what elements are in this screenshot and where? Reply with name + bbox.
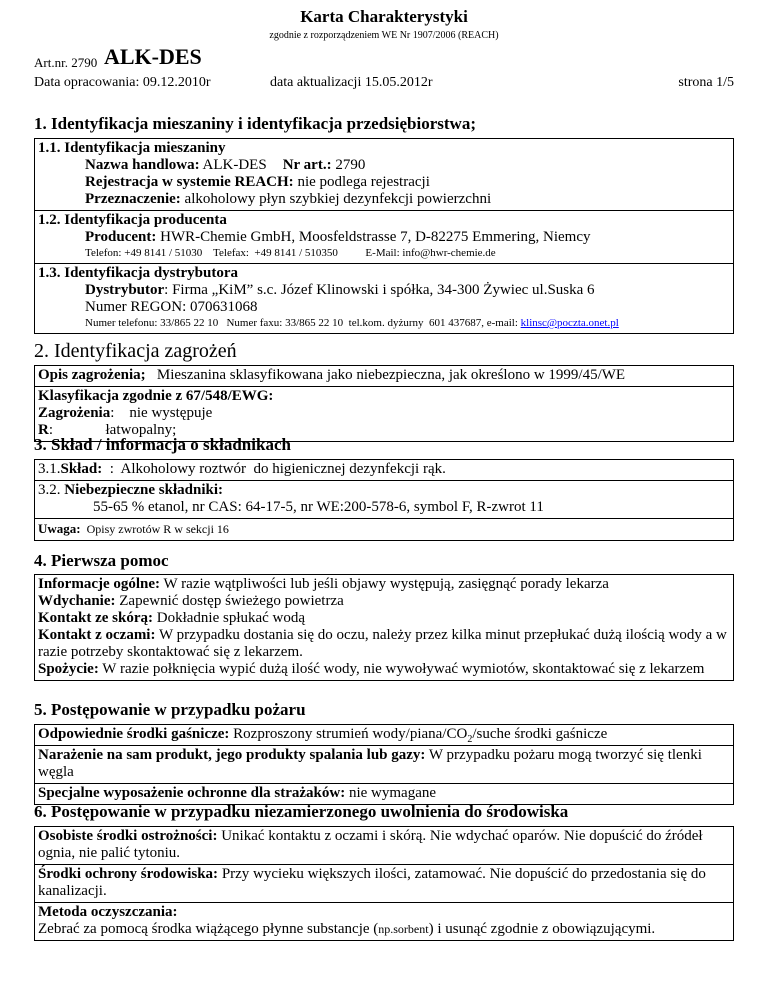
section-4-box: [34, 574, 734, 681]
note-value: Opisy zwrotów R w sekcji 16: [80, 522, 229, 536]
extinguishing-label: Odpowiednie środki gaśnicze:: [38, 726, 230, 742]
section-5-heading: 5. Postępowanie w przypadku pożaru: [34, 700, 306, 719]
document-subtitle: zgodnie z rozporządzeniem WE Nr 1907/2006 (REACH): [269, 30, 499, 41]
reach-value: nie podlega rejestracji: [293, 174, 430, 190]
hazard-description-value: Mieszanina sklasyfikowana jako niebezpieczna, jak określono w 1999/45/WE: [145, 367, 626, 383]
section-5-box: [34, 724, 734, 805]
personal-precautions-label: Osobiste środki ostrożności:: [38, 828, 218, 844]
composition-label: Skład:: [60, 461, 103, 477]
r-value: : łatwopalny;: [48, 422, 177, 438]
section-1-3-title: 1.3. Identyfikacja dystrybutora: [38, 265, 239, 281]
classification-row: [35, 387, 733, 441]
trade-name-value: ALK-DES: [199, 157, 267, 173]
protective-equipment-label: Specjalne wyposażenie ochronne dla strażaków:: [38, 785, 346, 801]
personal-precautions-row: [35, 827, 733, 865]
cleanup-method-value-b: ) i usunąć zgodnie z obowiązującymi.: [428, 921, 656, 937]
section-1-box: [34, 138, 734, 334]
skin-contact-value: Dokładnie spłukać wodą: [153, 610, 306, 626]
section-1-2-row: [35, 211, 733, 264]
section-6-box: [34, 826, 734, 941]
section-2-box: [34, 365, 734, 442]
cleanup-method-row: [35, 903, 733, 940]
personal-precautions-value: Unikać kontaktu z oczami i skórą. Nie wdychać oparów. Nie dopuścić do źródeł ognia, nie palić tytoniu.: [38, 828, 703, 861]
reach-label: Rejestracja w systemie REACH:: [85, 174, 294, 190]
section-3-box: [34, 459, 734, 541]
exposure-label: Narażenie na sam produkt, jego produkty spalania lub gazy:: [38, 747, 426, 763]
hazards-label: Zagrożenia: [38, 405, 111, 421]
inhalation-label: Wdychanie:: [38, 593, 116, 609]
protective-equipment-row: [35, 784, 733, 804]
document-title: Karta Charakterystyki: [300, 7, 468, 26]
date-updated: data aktualizacji 15.05.2012r: [270, 75, 433, 90]
hazard-description-row: [35, 366, 733, 387]
hazards-value: : nie występuje: [110, 405, 213, 421]
distributor-label: Dystrybutor: [85, 282, 165, 298]
eye-contact-label: Kontakt z oczami:: [38, 627, 156, 643]
dangerous-components-row: [35, 481, 733, 519]
section-2-heading: 2. Identyfikacja zagrożeń: [34, 340, 237, 362]
classification-label: Klasyfikacja zgodnie z 67/548/EWG:: [38, 388, 274, 404]
exposure-row: [35, 746, 733, 784]
art-nr-label: Nr art.:: [282, 157, 332, 173]
environment-protection-value: Przy wycieku większych ilości, zatamować. Nie dopuścić do przedostania się do kanalizacji.: [38, 866, 706, 899]
section-3-heading: 3. Skład / informacja o składnikach: [34, 435, 291, 454]
inhalation-value: Zapewnić dostęp świeżego powietrza: [115, 593, 344, 609]
trade-name-label: Nazwa handlowa:: [85, 157, 200, 173]
section-4-heading: 4. Pierwsza pomoc: [34, 551, 169, 570]
note-label: Uwaga:: [38, 521, 81, 536]
r-label: R: [38, 422, 49, 438]
skin-contact-label: Kontakt ze skórą:: [38, 610, 153, 626]
extinguishing-subscript: 2: [467, 734, 473, 745]
distributor-value: : Firma „KiM” s.c. Józef Klinowski i spółka, 34-300 Żywiec ul.Suska 6: [164, 282, 595, 298]
section-1-1-row: [35, 139, 733, 211]
purpose-label: Przeznaczenie:: [85, 191, 181, 207]
cleanup-method-label: Metoda oczyszczania:: [38, 904, 178, 920]
cleanup-method-small: np.sorbent: [378, 922, 429, 936]
protective-equipment-value: nie wymagane: [345, 785, 437, 801]
cleanup-method-value-a: Zebrać za pomocą środka wiążącego płynne substancje (: [38, 921, 379, 937]
note-row: [35, 519, 733, 540]
environment-protection-label: Środki ochrony środowiska:: [38, 866, 219, 882]
article-number: Art.nr. 2790: [34, 55, 98, 70]
producer-value: HWR-Chemie GmbH, Moosfeldstrasse 7, D-82275 Emmering, Niemcy: [156, 229, 591, 245]
producer-contact: Telefon: +49 8141 / 51030 Telefax: +49 8141 / 510350 E-Mail: info@hwr-chemie.de: [85, 247, 496, 259]
section-1-1-title: 1.1. Identyfikacja mieszaniny: [38, 140, 226, 156]
eye-contact-value: W przypadku dostania się do oczu, należy przez kilka minut przepłukać dużą ilością wody a w razie potrzeby skontaktować się z lekarzem.: [38, 627, 727, 660]
environment-protection-row: [35, 865, 733, 903]
composition-prefix: 3.1.: [38, 461, 61, 477]
section-6-heading: 6. Postępowanie w przypadku niezamierzonego uwolnienia do środowiska: [34, 802, 569, 821]
hazard-description-label: Opis zagrożenia;: [38, 367, 146, 383]
regon-number: Numer REGON: 070631068: [85, 299, 258, 315]
page-number: strona 1/5: [678, 75, 734, 90]
extinguishing-row: [35, 725, 733, 746]
product-name: ALK-DES: [104, 44, 202, 69]
distributor-contact: Numer telefonu: 33/865 22 10 Numer faxu: 33/865 22 10 tel.kom. dyżurny 601 437687, e-mail:: [85, 317, 521, 329]
purpose-value: alkoholowy płyn szybkiej dezynfekcji powierzchni: [180, 191, 492, 207]
ingestion-value: W razie połknięcia wypić dużą ilość wody, nie wywoływać wymiotów, skontaktować się z lekarzem: [98, 661, 705, 677]
distributor-email-link[interactable]: klinsc@poczta.onet.pl: [520, 317, 619, 329]
dangerous-components-label: Niebezpieczne składniki:: [64, 482, 224, 498]
general-info-label: Informacje ogólne:: [38, 576, 161, 592]
composition-value: : Alkoholowy roztwór do higienicznej dezynfekcji rąk.: [102, 461, 446, 477]
exposure-value: W przypadku pożaru mogą tworzyć się tlenki węgla: [38, 747, 702, 780]
producer-label: Producent:: [85, 229, 157, 245]
extinguishing-value-b: /suche środki gaśnicze: [472, 726, 608, 742]
dangerous-components-prefix: 3.2.: [38, 482, 65, 498]
general-info-value: W razie wątpliwości lub jeśli objawy występują, zasięgnąć porady lekarza: [160, 576, 609, 592]
dangerous-components-value: 55-65 % etanol, nr CAS: 64-17-5, nr WE:200-578-6, symbol F, R-zwrot 11: [93, 499, 544, 515]
art-nr-value: 2790: [331, 157, 366, 173]
section-1-2-title: 1.2. Identyfikacja producenta: [38, 212, 227, 228]
section-1-3-row: [35, 264, 733, 333]
extinguishing-value-a: Rozproszony strumień wody/piana/CO: [229, 726, 468, 742]
composition-row: [35, 460, 733, 481]
section-1-heading: 1. Identyfikacja mieszaniny i identyfikacja przedsiębiorstwa;: [34, 114, 476, 133]
ingestion-label: Spożycie:: [38, 661, 99, 677]
date-prepared: Data opracowania: 09.12.2010r: [34, 75, 211, 90]
